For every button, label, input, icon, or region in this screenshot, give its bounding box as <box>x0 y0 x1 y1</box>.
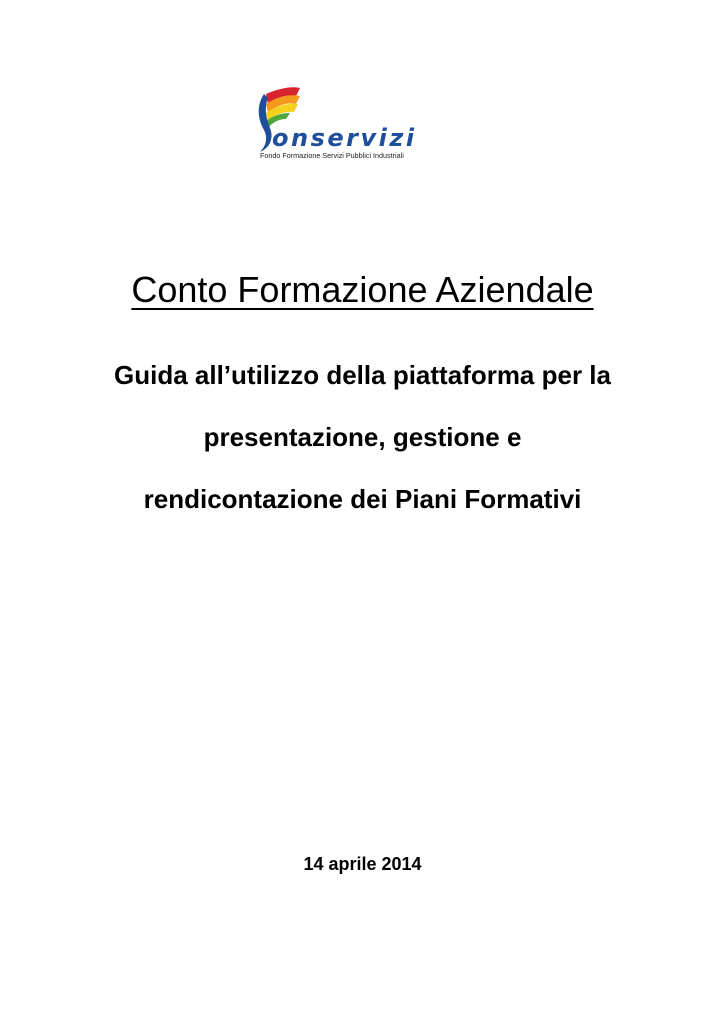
document-title <box>0 266 725 314</box>
fonservizi-logo <box>252 86 422 168</box>
logo-tagline: Fondo Formazione Servizi Pubblici Industriali <box>260 151 404 160</box>
subtitle-line-3: rendicontazione dei Piani Formativi <box>143 484 582 514</box>
subtitle-line-2: presentazione, gestione e <box>203 422 522 452</box>
subtitle-line-1: Guida all’utilizzo della piattaforma per la <box>114 360 611 390</box>
document-title-text: Conto Formazione Aziendale <box>131 269 594 310</box>
document-date: 14 aprile 2014 <box>303 854 422 874</box>
logo-wordmark: onservizi <box>272 124 417 152</box>
